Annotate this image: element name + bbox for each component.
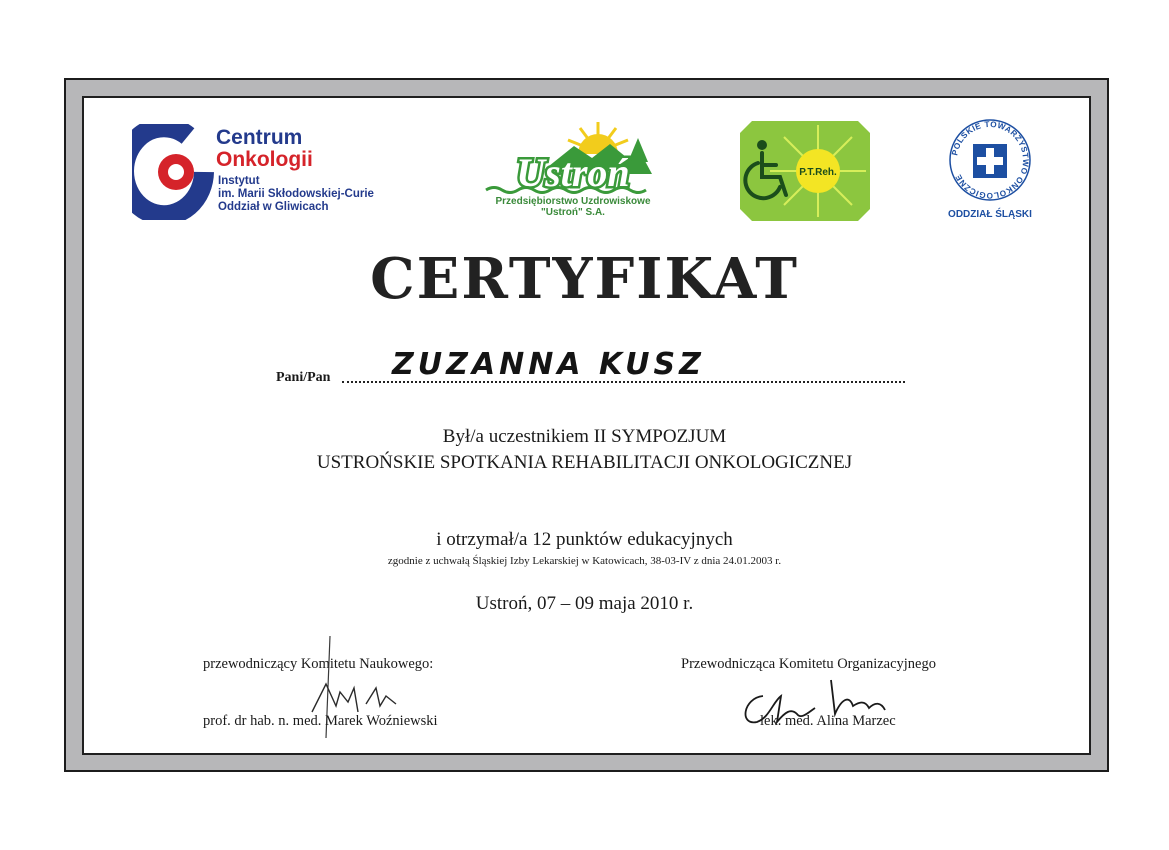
recipient-label: Pani/Pan [276,370,331,385]
logo-sub-instytut: Instytut [218,175,260,187]
ustron-caption-line1: Przedsiębiorstwo Uzdrowiskowe [495,196,651,207]
cross-icon [973,144,1007,178]
ptreh-logo [740,121,870,221]
organizing-committee-chair-name: lek. med. Alina Marzec [760,713,896,729]
pto-ring-text: POLSKIE TOWARZYSTWO ONKOLOGICZNE [950,119,1031,201]
ptreh-text: P.T.Reh. [799,167,837,178]
scientific-committee-chair-title: przewodniczący Komitetu Naukowego: [203,656,434,672]
centrum-onkologii-wordmark [216,127,313,170]
pto-branch-label: ODDZIAŁ ŚLĄSKI [948,209,1032,220]
ustron-wordmark: Ustroń [516,150,630,195]
place-date: Ustroń, 07 – 09 maja 2010 r. [475,593,694,614]
logo-word-centrum: Centrum [216,126,303,149]
ustron-caption-line2: "Ustroń" S.A. [541,207,605,218]
points-line: i otrzymał/a 12 punktów edukacyjnych [436,529,733,550]
participation-line: Był/a uczestnikiem II SYMPOZJUM [442,426,727,447]
logo-sub-name: im. Marii Skłodowskiej-Curie [218,188,374,200]
logo-sub-branch: Oddział w Gliwicach [218,201,329,213]
centrum-onkologii-subtitle [218,175,374,214]
centrum-onkologii-logo [132,124,214,220]
resolution-line: zgodnie z uchwałą Śląskiej Izby Lekarskiej w Katowicach, 38-03-IV z dnia 24.01.2003 r. [387,555,782,567]
certificate-title: CERTYFIKAT [370,246,799,312]
ustron-logo [482,118,664,198]
organizing-committee-chair-title: Przewodnicząca Komitetu Organizacyjnego [681,656,936,672]
symposium-name: USTROŃSKIE SPOTKANIA REHABILITACJI ONKOLOGICZNEJ [316,452,853,473]
scientific-committee-chair-name: prof. dr hab. n. med. Marek Woźniewski [203,713,438,729]
pto-logo [945,110,1035,210]
ustron-caption [484,196,662,218]
logo-word-onkologii: Onkologii [216,148,313,171]
recipient-name: ZUZANNA KUSZ [392,347,705,382]
